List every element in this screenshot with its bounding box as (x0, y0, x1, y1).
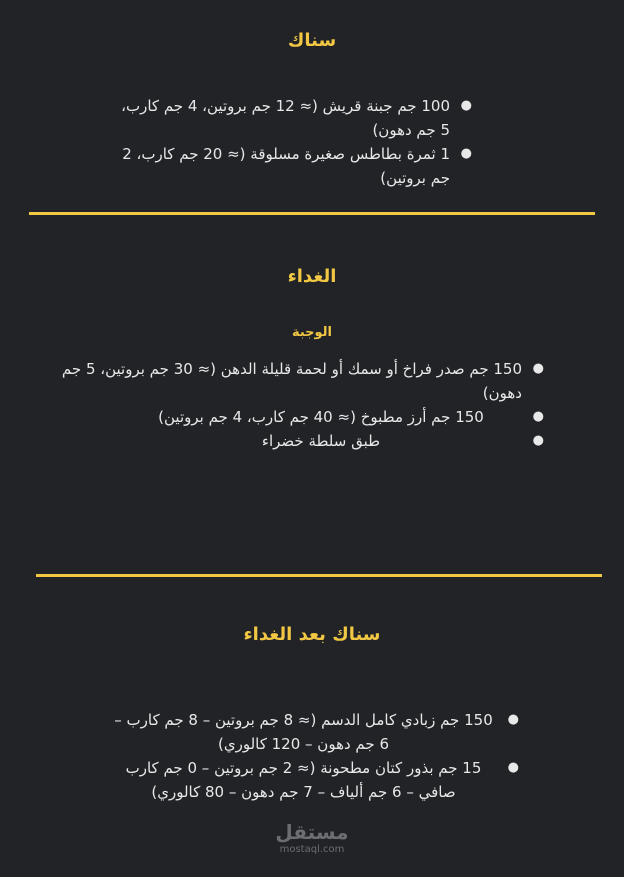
section-divider (29, 212, 595, 215)
after-lunch-snack-list (110, 708, 525, 804)
after-lunch-snack-title: سناك بعد الغداء (243, 624, 381, 645)
list-item: ● 150 جم أرز مطبوخ (≈ 40 جم كارب، 4 جم بروتين) (60, 405, 550, 429)
section-divider (36, 574, 602, 577)
snack-title: سناك (287, 30, 337, 51)
bullet-icon: ● (507, 760, 519, 775)
bullet-icon: ● (532, 409, 544, 424)
bullet-icon: ● (532, 433, 544, 448)
bullet-icon: ● (460, 146, 472, 161)
list-item: ● 150 جم زبادي كامل الدسم (≈ 8 جم بروتين – 8 جم كارب – 6 جم دهون – 120 كالوري) (110, 708, 525, 756)
lunch-subtitle: الوجبة (291, 325, 333, 340)
list-item: ● 15 جم بذور كتان مطحونة (≈ 2 جم بروتين – 0 جم كارب صافي – 6 جم ألياف – 7 جم دهون – 80 كالوري) (110, 756, 525, 804)
list-item: ● طبق سلطة خضراء (60, 429, 550, 453)
snack-list (120, 94, 478, 190)
lunch-title: الغداء (287, 266, 337, 287)
logo-latin-text: mostaql.com (279, 844, 345, 855)
lunch-list (60, 357, 550, 453)
bullet-icon: ● (507, 712, 519, 727)
list-item: ● 1 ثمرة بطاطس صغيرة مسلوقة (≈ 20 جم كارب، 2 جم بروتين) (120, 142, 478, 190)
list-item: ● 150 جم صدر فراخ أو سمك أو لحمة قليلة الدهن (≈ 30 جم بروتين، 5 جم دهون) (60, 357, 550, 405)
bullet-icon: ● (532, 361, 544, 376)
list-item: ● 100 جم جبنة قريش (≈ 12 جم بروتين، 4 جم كارب، 5 جم دهون) (120, 94, 478, 142)
bullet-icon: ● (460, 98, 472, 113)
mostaql-logo (262, 820, 362, 856)
logo-arabic-text: مستقل (275, 820, 349, 844)
